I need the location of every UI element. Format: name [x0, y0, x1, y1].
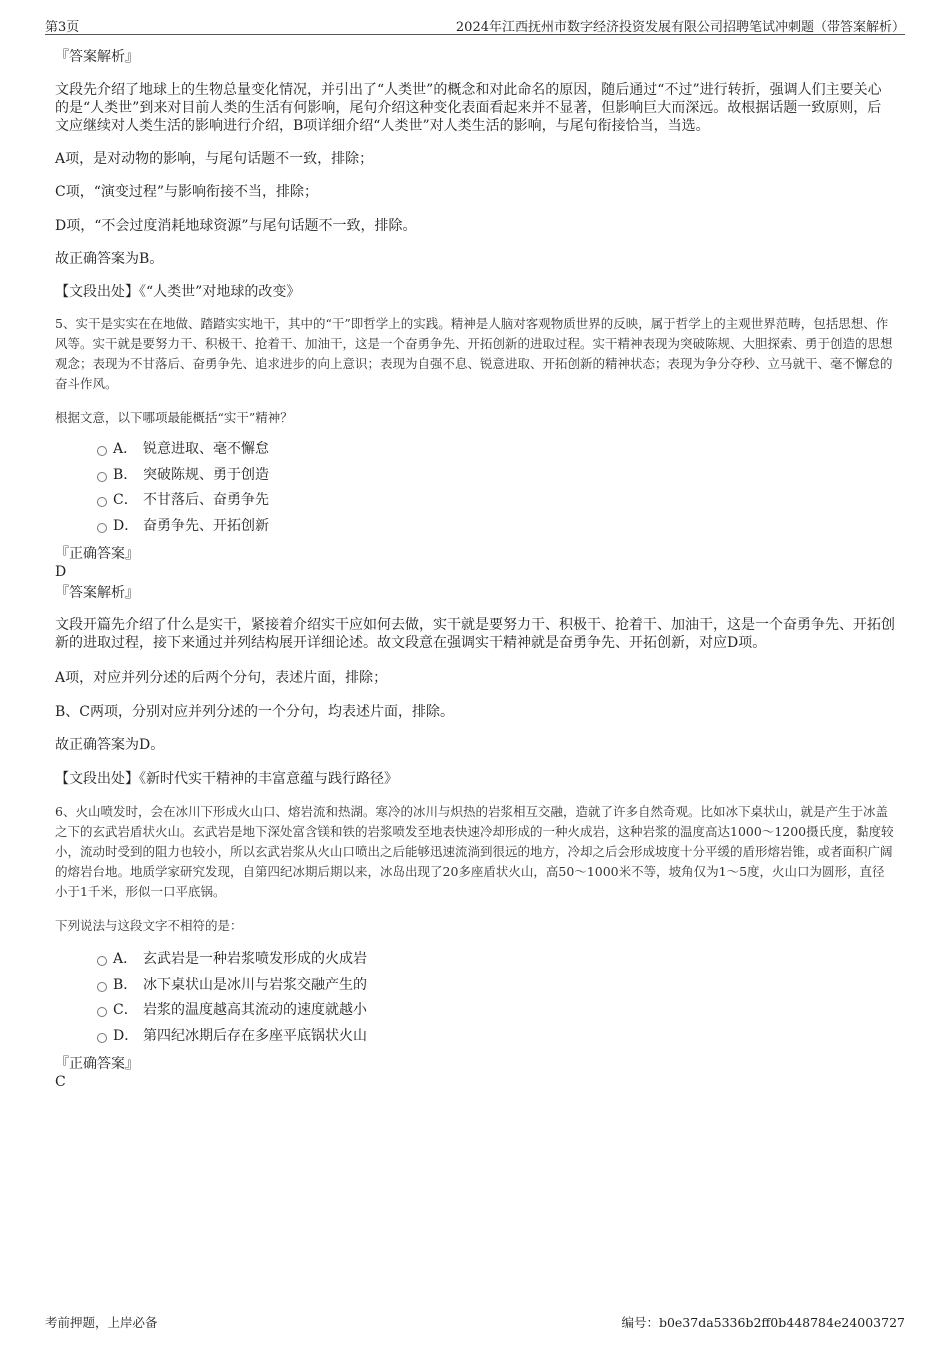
question-passage: 5、实干是实实在在地做、踏踏实实地干，其中的“干”即哲学上的实践。精神是人脑对客观物质世界的反映，属于哲学上的主观世界范畴，包括思想、作风等。实干就是要努力干、积极干、抢着干、加油干，这是一个奋勇争先、开拓创新的进取过程。实干精神表现为突破陈规、大胆探索、勇于创造的思想观念；表现为不甘落后、奋勇争先、追求进步的向上意识；表现为自强不息、锐意进取、开拓创新的精神状态；表现为争分夺秒、立马就干、毫不懈怠的奋斗作风。 — [55, 316, 893, 391]
option-a[interactable] — [55, 437, 895, 463]
correct-answer: C — [55, 1074, 66, 1090]
radio-icon[interactable] — [97, 1007, 107, 1017]
option-b[interactable] — [55, 973, 895, 999]
option-text: 奋勇争先、开拓创新 — [143, 517, 269, 534]
analysis-paragraph: 故正确答案为D。 — [55, 737, 165, 753]
correct-answer: D — [55, 564, 67, 580]
radio-icon[interactable] — [97, 1033, 107, 1043]
option-letter: B． — [113, 466, 138, 483]
option-text: 第四纪冰期后存在多座平底锅状火山 — [143, 1027, 367, 1044]
analysis-paragraph: A项，对应并列分述的后两个分句，表述片面，排除； — [55, 670, 388, 686]
option-letter: B． — [113, 976, 138, 993]
radio-icon[interactable] — [97, 446, 107, 456]
radio-icon[interactable] — [97, 523, 107, 533]
option-a[interactable] — [55, 947, 895, 973]
correct-answer-label: 『正确答案』 — [55, 1056, 139, 1072]
option-letter: A． — [113, 951, 138, 967]
option-c[interactable] — [55, 998, 895, 1024]
question-prompt: 根据文意，以下哪项最能概括“实干”精神？ — [55, 410, 293, 425]
analysis-paragraph: 文段开篇先介绍了什么是实干，紧接着介绍实干应如何去做，实干就是要努力干、积极干、抢着干、加油干，这是一个奋勇争先、开拓创新的进取过程，接下来通过并列结构展开详细论述。故文段意在强调实干精神就是奋勇争先、开拓创新，对应D项。 — [55, 617, 895, 651]
option-letter: D． — [113, 517, 139, 534]
analysis-paragraph: 故正确答案为B。 — [55, 251, 164, 267]
analysis-paragraph: D项，“不会过度消耗地球资源”与尾句话题不一致，排除。 — [55, 218, 417, 234]
option-text: 锐意进取、毫不懈怠 — [143, 441, 269, 457]
analysis-paragraph: 文段先介绍了地球上的生物总量变化情况，并引出了“人类世”的概念和对此命名的原因，随后通过“不过”进行转折，强调人们主要关心的是“人类世”到来对目前人类的生活有何影响，尾句介绍这种变化表面看起来并不显著，但影响巨大而深远。故根据话题一致原则，后文应继续对人类生活的影响进行介绍，B项详细介绍“人类世”对人类生活的影响，与尾句衔接恰当，当选。 — [55, 82, 882, 134]
radio-icon[interactable] — [97, 956, 107, 966]
page-number: 第3页 — [45, 20, 80, 35]
page-footer — [45, 1313, 905, 1331]
analysis-paragraph: A项，是对动物的影响，与尾句话题不一致，排除； — [55, 151, 374, 167]
option-letter: C． — [113, 1002, 138, 1018]
radio-icon[interactable] — [97, 472, 107, 482]
option-text: 突破陈规、勇于创造 — [143, 466, 269, 483]
document-code: 编号：b0e37da5336b2ff0b448784e24003727 — [621, 1315, 905, 1330]
page-content — [55, 44, 895, 1091]
analysis-label: 『答案解析』 — [55, 49, 139, 65]
option-text: 冰下桌状山是冰川与岩浆交融产生的 — [143, 976, 367, 993]
document-title: 2024年江西抚州市数字经济投资发展有限公司招聘笔试冲刺题（带答案解析） — [455, 20, 905, 35]
option-d[interactable] — [55, 1024, 895, 1050]
source-citation: 【文段出处】《“人类世”对地球的改变》 — [55, 284, 301, 300]
source-citation: 【文段出处】《新时代实干精神的丰富意蕴与践行路径》 — [55, 771, 398, 787]
analysis-paragraph: C项，“演变过程”与影响衔接不当，排除； — [55, 184, 319, 200]
option-text: 不甘落后、奋勇争先 — [143, 492, 269, 508]
footer-slogan: 考前押题，上岸必备 — [45, 1315, 158, 1330]
option-d[interactable] — [55, 514, 895, 540]
option-letter: A． — [113, 441, 138, 457]
option-c[interactable] — [55, 488, 895, 514]
option-text: 玄武岩是一种岩浆喷发形成的火成岩 — [143, 951, 367, 967]
analysis-paragraph: B、C两项，分别对应并列分述的一个分句，均表述片面，排除。 — [55, 704, 454, 720]
option-b[interactable] — [55, 463, 895, 489]
analysis-label: 『答案解析』 — [55, 585, 139, 601]
options-list — [55, 947, 895, 1049]
question-prompt: 下列说法与这段文字不相符的是： — [55, 918, 243, 933]
radio-icon[interactable] — [97, 497, 107, 507]
question-passage: 6、火山喷发时，会在冰川下形成火山口、熔岩流和热湖。寒冷的冰川与炽热的岩浆相互交融，造就了许多自然奇观。比如冰下桌状山，就是产生于冰盖之下的玄武岩盾状火山。玄武岩是地下深处富含镁和铁的岩浆喷发至地表快速冷却形成的一种火成岩，这种岩浆的温度高达1000～1200摄氏度，黏度较小，流动时受到的阻力也较小，所以玄武岩浆从火山口喷出之后能够迅速流淌到很远的地方，冷却之后会形成坡度十分平缓的盾形熔岩锥，或者面积广阔的熔岩台地。地质学家研究发现，自第四纪冰期后期以来，冰岛出现了20多座盾状火山，高50～1000米不等，坡角仅为1～5度，火山口为圆形，直径小于1千米，形似一口平底锅。 — [55, 804, 894, 899]
option-letter: C． — [113, 492, 138, 508]
option-letter: D． — [113, 1027, 139, 1044]
option-text: 岩浆的温度越高其流动的速度就越小 — [143, 1002, 367, 1018]
page-header — [45, 14, 905, 35]
options-list — [55, 437, 895, 539]
correct-answer-label: 『正确答案』 — [55, 546, 139, 562]
radio-icon[interactable] — [97, 982, 107, 992]
